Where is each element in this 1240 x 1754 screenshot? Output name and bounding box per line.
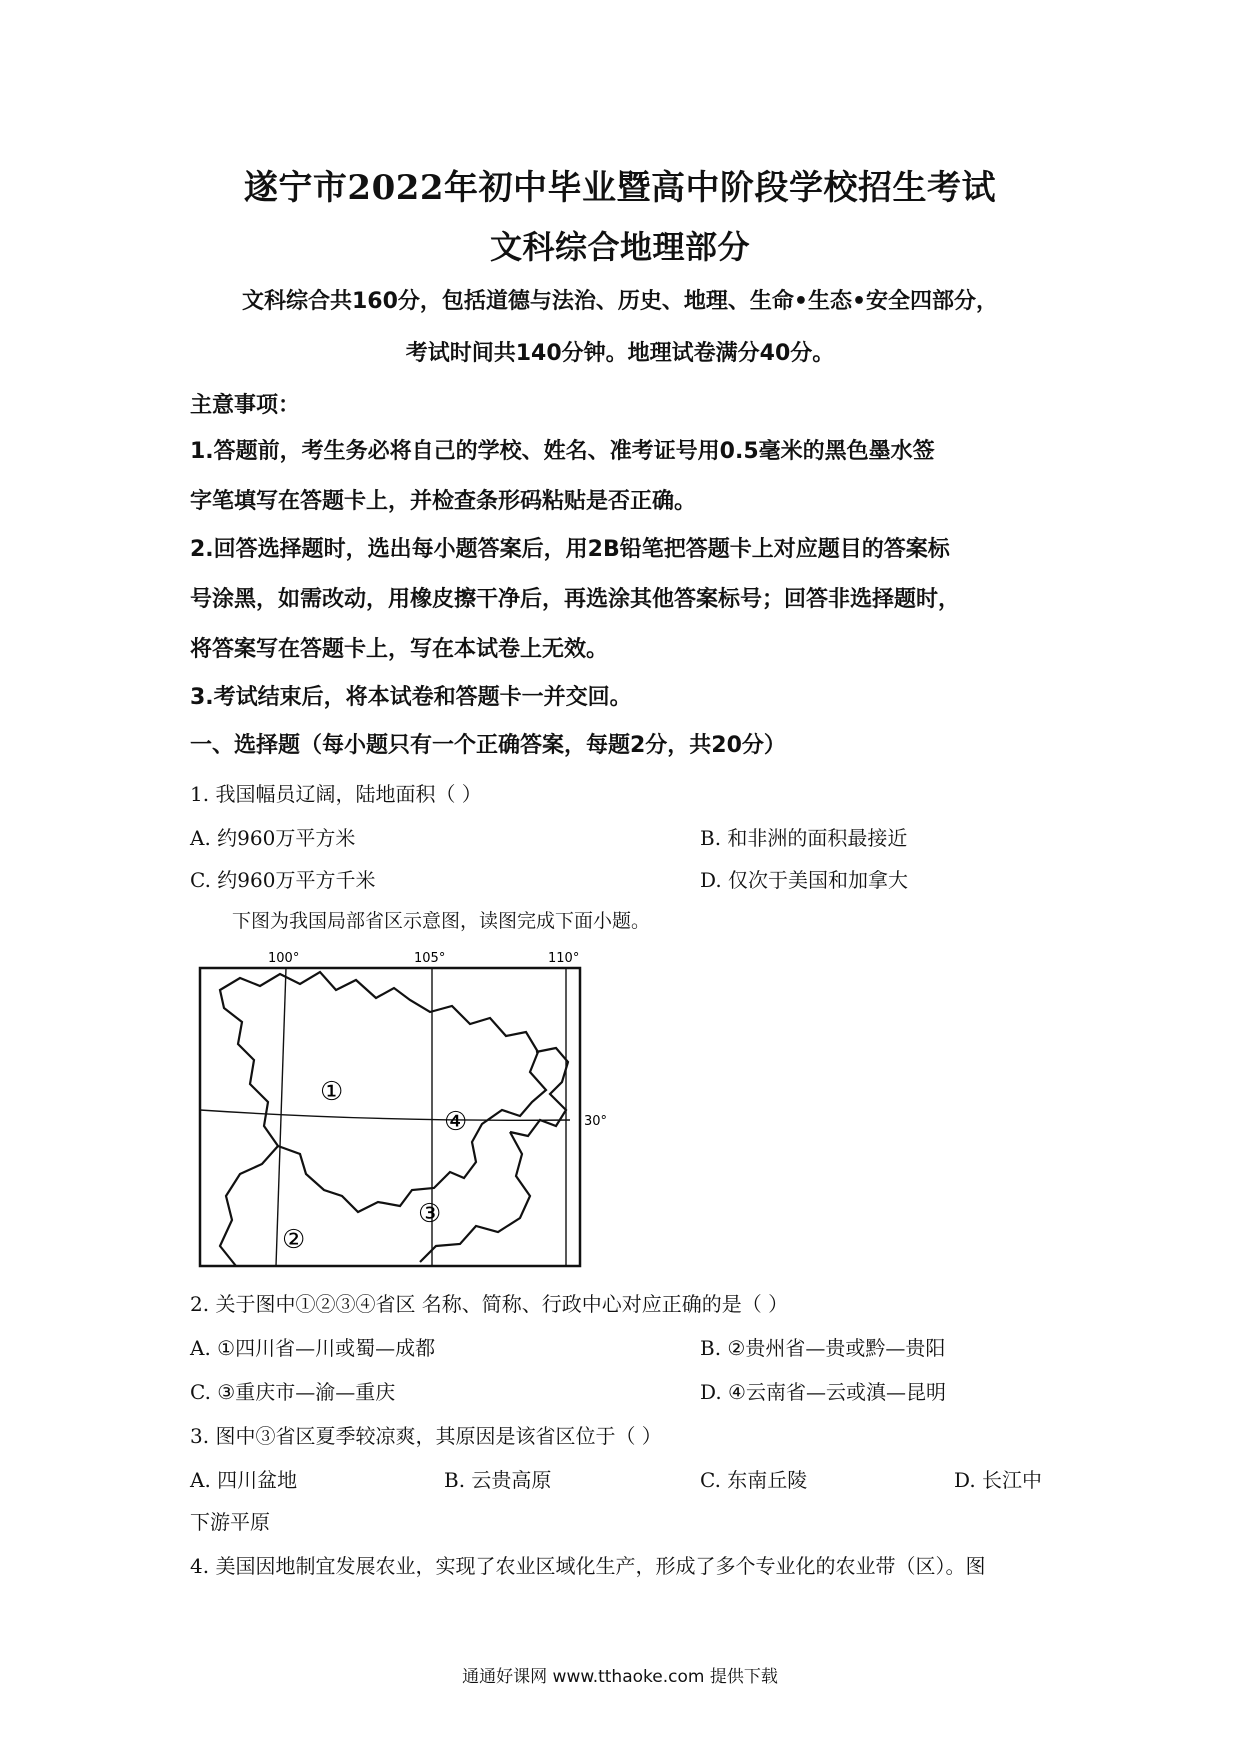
page-title: 遂宁市2022年初中毕业暨高中阶段学校招生考试 — [243, 168, 997, 208]
page-footer: 通通好课网 www.tthaoke.com 提供下载 — [462, 1667, 778, 1687]
note-2-line-a: 2.回答选择题时，选出每小题答案后，用2B铅笔把答题卡上对应题目的答案标 — [190, 537, 950, 562]
section-1-heading: 一、选择题（每小题只有一个正确答案，每题2分，共20分） — [190, 733, 786, 758]
q1-stem: 1. 我国幅员辽阔，陆地面积（ ） — [190, 782, 482, 806]
q3-stem: 3. 图中③省区夏季较凉爽，其原因是该省区位于（ ） — [190, 1424, 662, 1448]
q2-option-c: C. ③重庆市—渝—重庆 — [190, 1380, 396, 1404]
note-3: 3.考试结束后，将本试卷和答题卡一并交回。 — [190, 685, 632, 710]
q3-option-d: D. 长江中 — [954, 1468, 1043, 1492]
q3-option-b: B. 云贵高原 — [444, 1468, 552, 1492]
lon-label-110: 110° — [548, 951, 580, 966]
q2-stem: 2. 关于图中①②③④省区 名称、简称、行政中心对应正确的是（ ） — [190, 1292, 789, 1316]
note-1-line-a: 1.答题前，考生务必将自己的学校、姓名、准考证号用0.5毫米的黑色墨水签 — [190, 439, 935, 464]
q2-option-b: B. ②贵州省—贵或黔—贵阳 — [700, 1336, 946, 1360]
map-frame — [200, 968, 580, 1266]
q1-option-c: C. 约960万平方千米 — [190, 868, 376, 892]
q4-stem: 4. 美国因地制宜发展农业，实现了农业区域化生产，形成了多个专业化的农业带（区）。图 — [190, 1554, 986, 1578]
q1-option-d: D. 仅次于美国和加拿大 — [700, 868, 909, 892]
intro-line-1: 文科综合共160分，包括道德与法治、历史、地理、生命•生态•安全四部分， — [241, 289, 999, 314]
note-2-line-c: 将答案写在答题卡上，写在本试卷上无效。 — [190, 637, 609, 662]
map-marker-2: ② — [282, 1225, 306, 1255]
lon-label-100: 100° — [268, 951, 300, 966]
lat-label-30: 30° — [584, 1114, 608, 1129]
q2-option-d: D. ④云南省—云或滇—昆明 — [700, 1380, 946, 1404]
notes-heading: 主意事项： — [190, 393, 301, 418]
province-map — [180, 950, 640, 1274]
q3-option-d-continued: 下游平原 — [190, 1510, 270, 1534]
intro-line-2: 考试时间共140分钟。地理试卷满分40分。 — [405, 341, 835, 366]
map-marker-1: ① — [320, 1077, 344, 1107]
page-subtitle: 文科综合地理部分 — [489, 228, 750, 266]
map-marker-3: ③ — [418, 1199, 442, 1229]
q1-option-b: B. 和非洲的面积最接近 — [700, 826, 908, 850]
q1-option-a: A. 约960万平方米 — [190, 826, 356, 850]
note-2-line-b: 号涂黑，如需改动，用橡皮擦干净后，再选涂其他答案标号；回答非选择题时， — [190, 587, 961, 612]
q2-option-a: A. ①四川省—川或蜀—成都 — [190, 1336, 436, 1360]
lon-label-105: 105° — [414, 951, 446, 966]
map-marker-4: ④ — [444, 1107, 468, 1137]
map-intro: 下图为我国局部省区示意图，读图完成下面小题。 — [232, 910, 651, 932]
q3-option-a: A. 四川盆地 — [190, 1468, 298, 1492]
note-1-line-b: 字笔填写在答题卡上，并检查条形码粘贴是否正确。 — [190, 489, 697, 514]
q3-option-c: C. 东南丘陵 — [700, 1468, 808, 1492]
